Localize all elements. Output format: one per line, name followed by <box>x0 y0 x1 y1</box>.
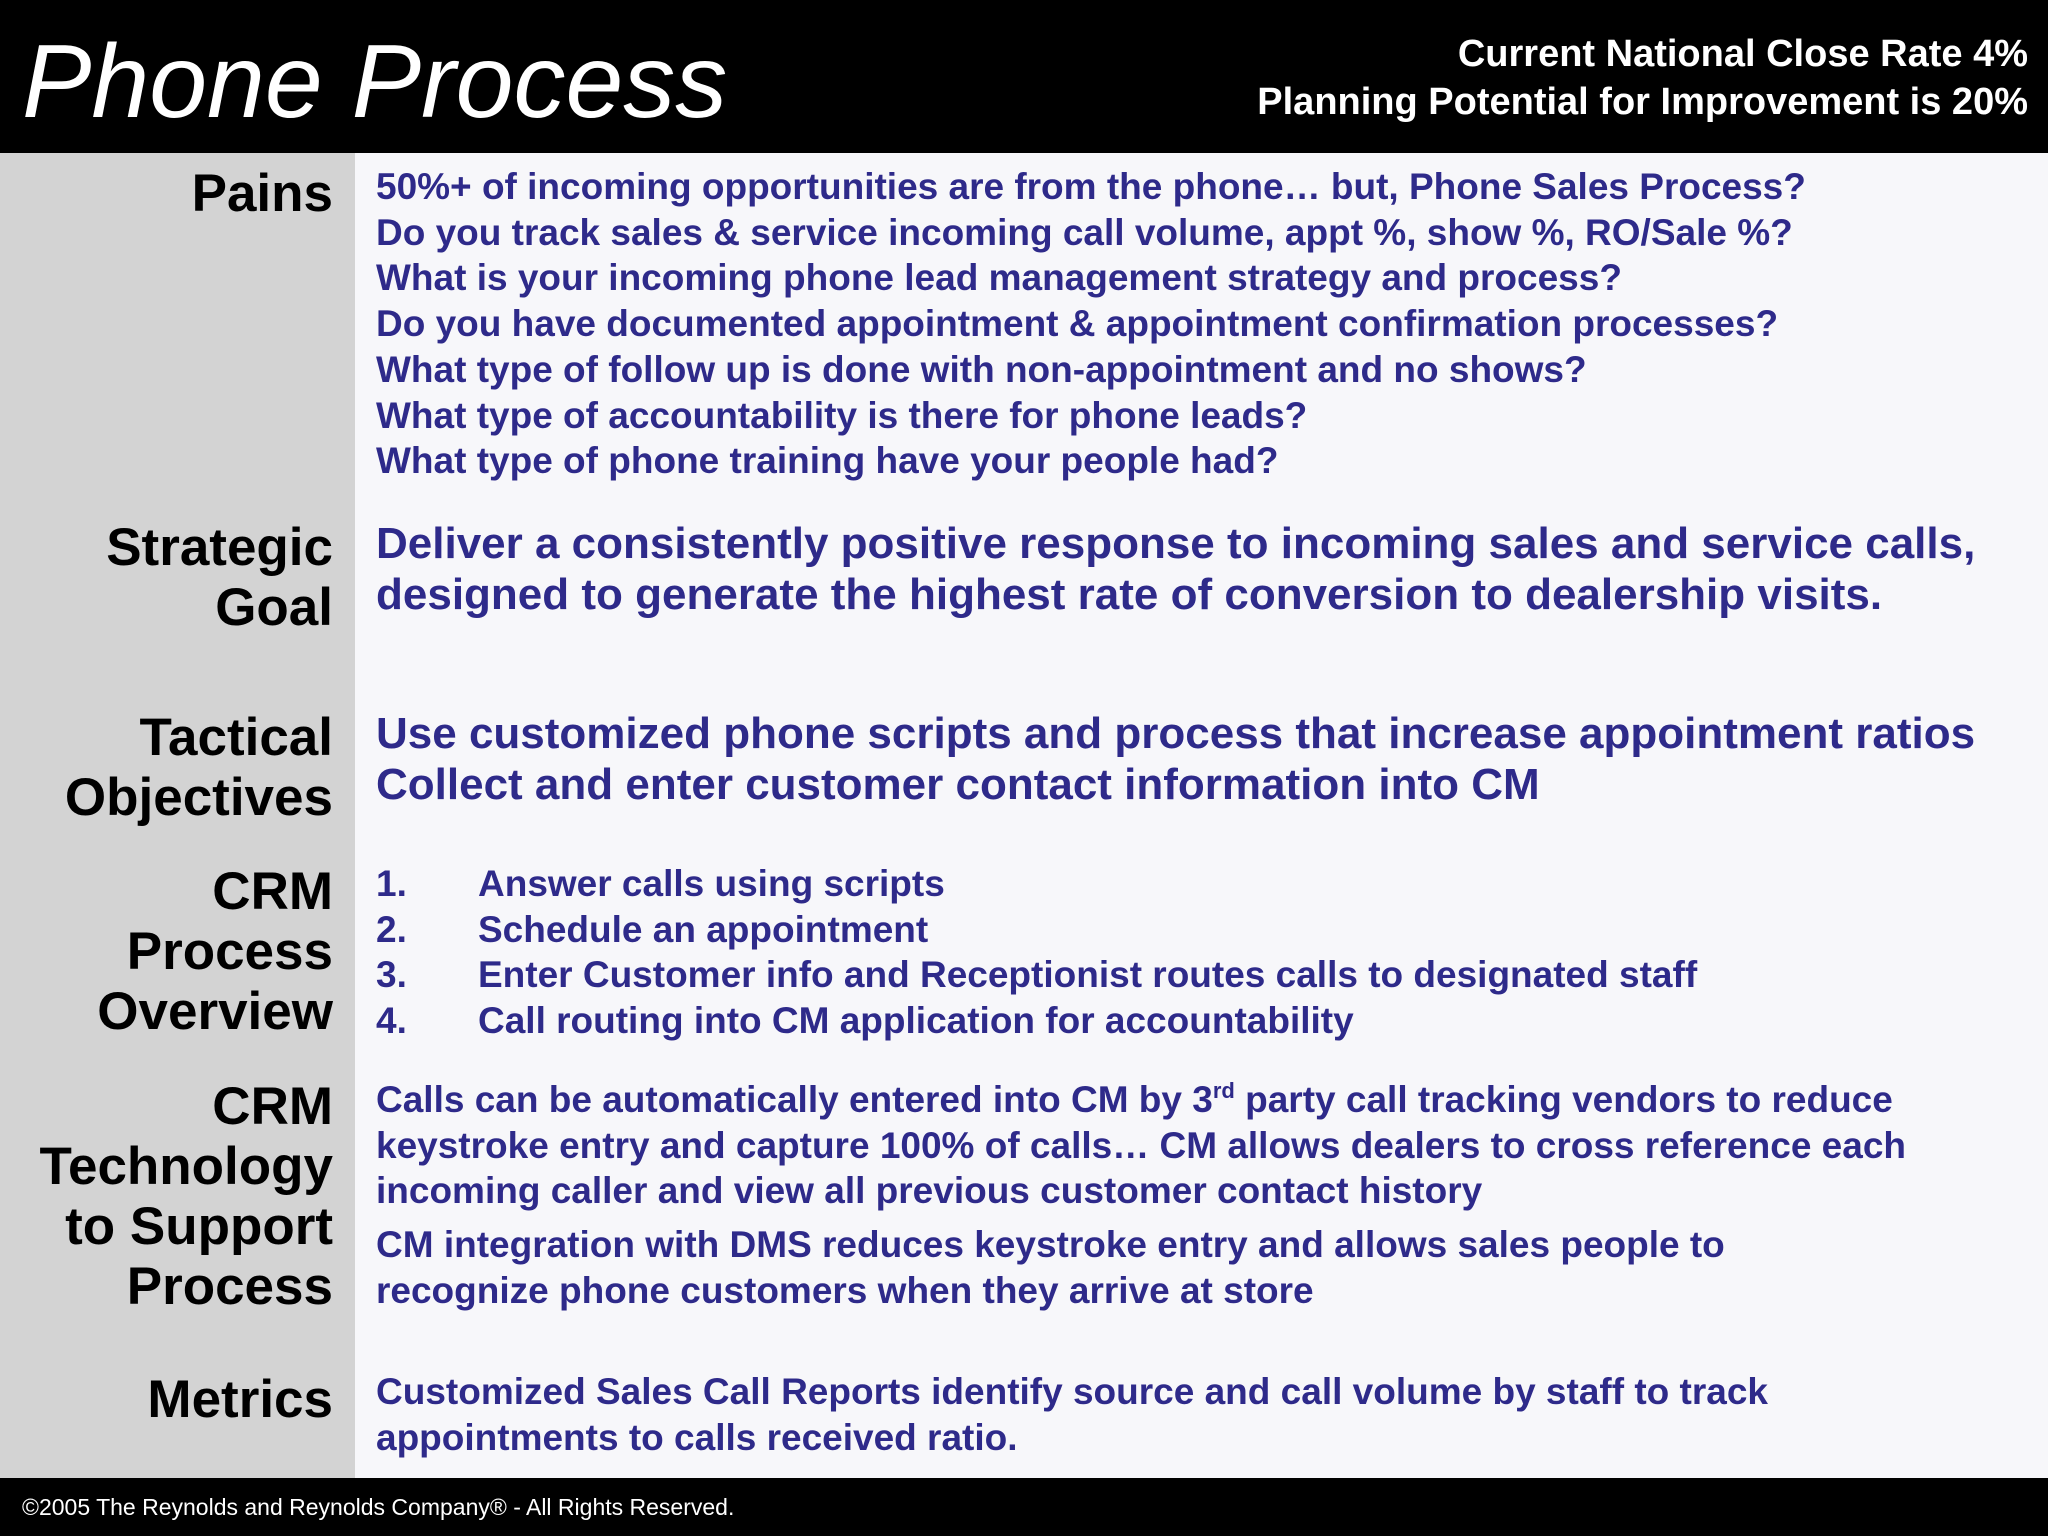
label-line: to Support <box>65 1197 333 1256</box>
strategic-goal-text <box>376 518 1975 620</box>
pains-line: What is your incoming phone lead management strategy and process? <box>376 257 1622 299</box>
section-label-metrics: Metrics <box>147 1370 333 1429</box>
crm-process-list <box>376 861 1697 1044</box>
label-line: Process <box>126 1257 333 1316</box>
list-text: Schedule an appointment <box>478 908 929 950</box>
label-line: CRM <box>212 862 333 921</box>
technology-text: Calls can be automatically entered into CM by 3 <box>376 1079 1213 1120</box>
objective-line: Collect and enter customer contact information into CM <box>376 760 1540 809</box>
technology-text: party call tracking vendors to reduce <box>1234 1079 1893 1120</box>
technology-line: keystroke entry and capture 100% of calls… CM allows dealers to cross reference each <box>376 1124 1907 1166</box>
pains-line: What type of follow up is done with non-appointment and no shows? <box>376 348 1587 390</box>
pains-line: What type of accountability is there for phone leads? <box>376 394 1308 436</box>
technology-line: recognize phone customers when they arrive at store <box>376 1269 1314 1311</box>
page-title: Phone Process <box>22 24 728 140</box>
goal-line: Deliver a consistently positive response to incoming sales and service calls, <box>376 519 1976 568</box>
tactical-objectives-text <box>376 708 1975 810</box>
label-line: Process <box>126 922 333 981</box>
improvement-text: Planning Potential for Improvement is 20% <box>1257 81 2028 123</box>
pains-line: 50%+ of incoming opportunities are from the phone… but, Phone Sales Process? <box>376 166 1806 207</box>
list-text: Enter Customer info and Receptionist routes calls to designated staff <box>478 954 1698 996</box>
header-bar <box>0 0 2048 153</box>
pains-line: What type of phone training have your people had? <box>376 440 1279 482</box>
paragraph-gap <box>376 1214 1906 1222</box>
crm-technology-text <box>376 1077 1906 1314</box>
section-label-tactical-objectives <box>65 708 333 828</box>
list-item <box>376 861 1697 907</box>
header-subtitle <box>1257 30 2028 126</box>
metrics-text <box>376 1369 1768 1460</box>
list-number: 3. <box>376 954 407 996</box>
list-item <box>376 952 1697 998</box>
goal-line: designed to generate the highest rate of conversion to dealership visits. <box>376 570 1883 619</box>
list-number: 1. <box>376 863 407 904</box>
pains-list <box>376 164 1806 484</box>
technology-line <box>376 1077 1906 1123</box>
list-text: Call routing into CM application for accountability <box>478 1000 1354 1042</box>
list-item <box>376 907 1697 953</box>
label-line: Objectives <box>64 768 333 827</box>
label-line: Overview <box>97 982 333 1041</box>
section-label-strategic-goal <box>106 518 333 638</box>
list-number: 2. <box>376 908 407 950</box>
objective-line: Use customized phone scripts and process that increase appointment ratios <box>376 709 1976 758</box>
ordinal-suffix: rd <box>1212 1078 1235 1103</box>
section-label-crm-technology <box>40 1077 333 1317</box>
list-number: 4. <box>376 1000 407 1042</box>
pains-line: Do you track sales & service incoming call volume, appt %, show %, RO/Sale %? <box>376 211 1793 253</box>
metrics-line: appointments to calls received ratio. <box>376 1416 1018 1458</box>
close-rate-text: Current National Close Rate 4% <box>1457 33 2028 75</box>
footer-bar <box>0 1478 2048 1536</box>
section-label-crm-process <box>97 862 333 1042</box>
metrics-line: Customized Sales Call Reports identify source and call volume by staff to track <box>376 1371 1768 1412</box>
label-line: CRM <box>212 1077 333 1136</box>
label-line: Strategic <box>106 518 333 577</box>
label-line: Technology <box>39 1137 333 1196</box>
list-text: Answer calls using scripts <box>478 863 945 904</box>
label-line: Goal <box>215 578 333 637</box>
technology-line: CM integration with DMS reduces keystroke entry and allows sales people to <box>376 1224 1725 1266</box>
section-label-pains: Pains <box>191 164 333 223</box>
copyright-text: ©2005 The Reynolds and Reynolds Company® - All Rights Reserved. <box>22 1494 735 1520</box>
pains-line: Do you have documented appointment & appointment confirmation processes? <box>376 303 1779 345</box>
label-line: Tactical <box>139 708 333 767</box>
list-item <box>376 998 1697 1044</box>
technology-line: incoming caller and view all previous customer contact history <box>376 1170 1483 1212</box>
